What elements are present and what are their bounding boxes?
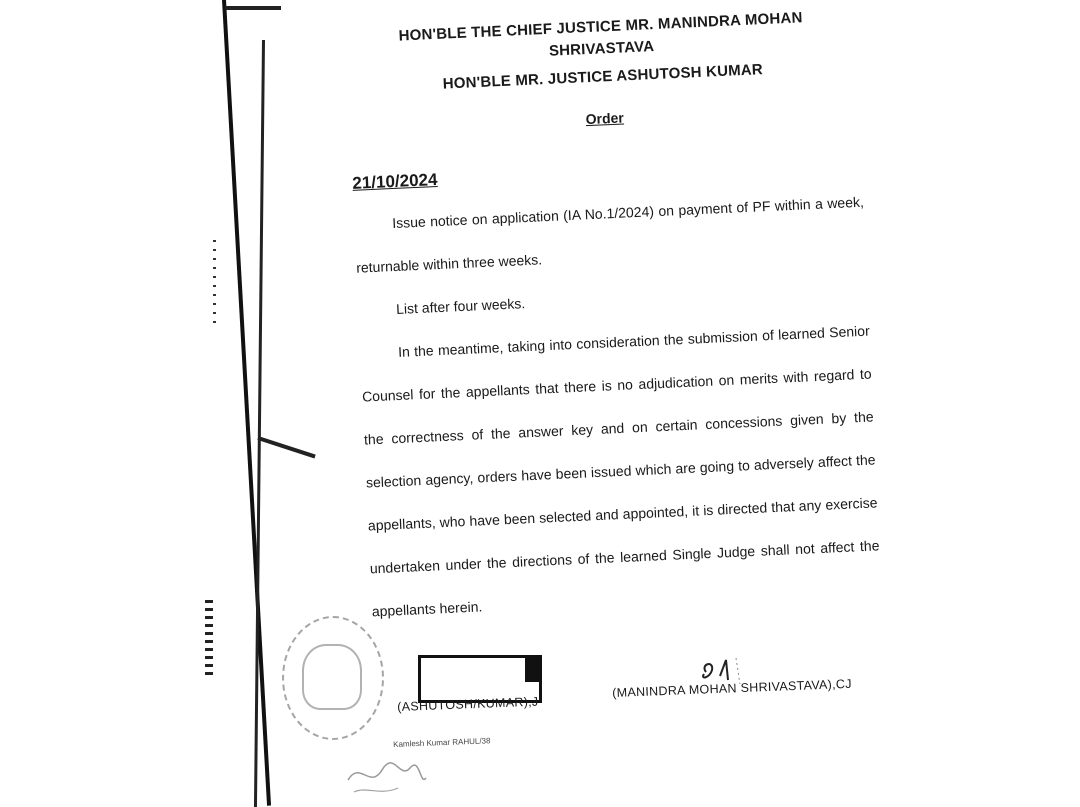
order-date: 21/10/2024 bbox=[351, 169, 438, 193]
order-paragraph-notice: Issue notice on application (IA No.1/2024) on payment of PF within a week, returnable within three weeks. bbox=[355, 193, 865, 276]
bench-line-chief-justice: HON'BLE THE CHIEF JUSTICE MR. MANINDRA MOHAN SHRIVASTAVA bbox=[398, 9, 803, 60]
bench-line-justice: HON'BLE MR. JUSTICE ASHUTOSH KUMAR bbox=[442, 61, 764, 93]
order-paragraph-listing: List after four weeks. bbox=[395, 295, 526, 317]
signatory-left-name: (ASHUTOSH/KUMAR),J bbox=[397, 694, 539, 714]
order-title: Order bbox=[585, 109, 625, 128]
redacted-signature-fill bbox=[525, 658, 539, 682]
order-content bbox=[345, 0, 882, 633]
handwritten-initials bbox=[340, 750, 430, 800]
signatory-right-name: (MANINDRA MOHAN SHRIVASTAVA),CJ bbox=[612, 676, 853, 700]
handwritten-scribble-icon bbox=[340, 750, 430, 800]
seal-emblem bbox=[302, 644, 362, 710]
court-seal-stamp bbox=[282, 616, 384, 740]
clerk-reference: Kamlesh Kumar RAHUL/38 bbox=[393, 736, 491, 749]
order-paragraph-direction: In the meantime, taking into consideration the submission of learned Senior Counsel for the appellants that there is no adjudication on merits with regard to the correctness of the answer key and on certain concessions given by the selection agency, orders have been issued which are going to adversely affect the appellants, who have been selected and appointed, it is directed that any exercise undertaken under the directions of the learned Single Judge shall not affect the appellants herein. bbox=[361, 322, 880, 620]
